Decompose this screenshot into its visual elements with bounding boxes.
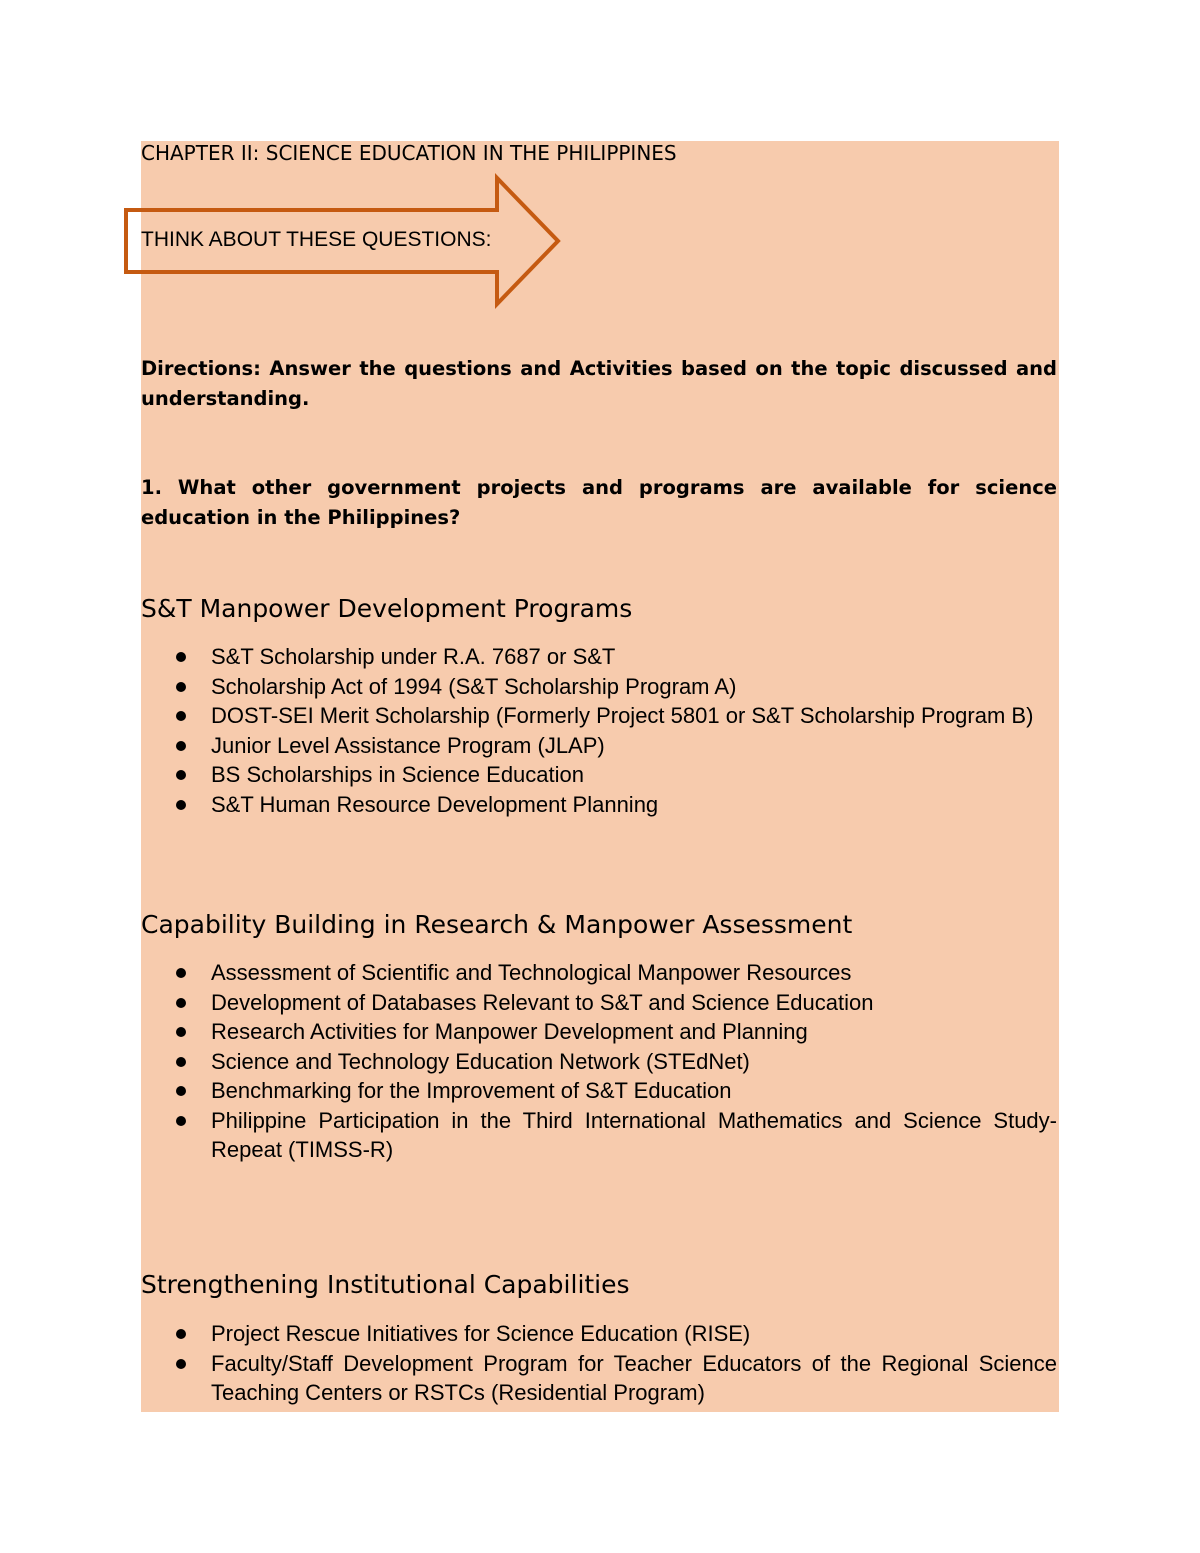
bullet-icon bbox=[176, 682, 186, 692]
bullet-icon bbox=[176, 968, 186, 978]
list-item: Benchmarking for the Improvement of S&T Education bbox=[141, 1076, 1057, 1106]
bullet-icon bbox=[176, 770, 186, 780]
bullet-list-capability bbox=[141, 958, 1057, 1165]
callout-label: THINK ABOUT THESE QUESTIONS: bbox=[141, 228, 492, 251]
bullet-icon bbox=[176, 1086, 186, 1096]
section-heading-manpower: S&T Manpower Development Programs bbox=[141, 594, 633, 623]
bullet-icon bbox=[176, 1057, 186, 1067]
list-item: Project Rescue Initiatives for Science Education (RISE) bbox=[141, 1319, 1057, 1349]
list-item: Philippine Participation in the Third International Mathematics and Science Study-Repeat (TIMSS-R) bbox=[141, 1106, 1057, 1165]
list-item: Assessment of Scientific and Technological Manpower Resources bbox=[141, 958, 1057, 988]
bullet-icon bbox=[176, 741, 186, 751]
bullet-icon bbox=[176, 711, 186, 721]
list-item: S&T Human Resource Development Planning bbox=[141, 790, 1057, 820]
bullet-icon bbox=[176, 800, 186, 810]
list-item: Junior Level Assistance Program (JLAP) bbox=[141, 731, 1057, 761]
list-item: Faculty/Staff Development Program for Teacher Educators of the Regional Science Teaching Centers or RSTCs (Residential Program) bbox=[141, 1349, 1057, 1408]
list-item: Science and Technology Education Network (STEdNet) bbox=[141, 1047, 1057, 1077]
bullet-list-manpower bbox=[141, 642, 1057, 819]
list-item: Development of Databases Relevant to S&T and Science Education bbox=[141, 988, 1057, 1018]
bullet-list-institutional bbox=[141, 1319, 1057, 1408]
bullet-icon bbox=[176, 1027, 186, 1037]
list-item: DOST-SEI Merit Scholarship (Formerly Project 5801 or S&T Scholarship Program B) bbox=[141, 701, 1057, 731]
bullet-icon bbox=[176, 1116, 186, 1126]
section-heading-capability: Capability Building in Research & Manpower Assessment bbox=[141, 910, 853, 939]
bullet-icon bbox=[176, 998, 186, 1008]
question-1: 1. What other government projects and programs are available for science education in the Philippines? bbox=[141, 476, 1057, 529]
list-item: S&T Scholarship under R.A. 7687 or S&T bbox=[141, 642, 1057, 672]
directions-text: Directions: Answer the questions and Activities based on the topic discussed and understanding. bbox=[141, 357, 1057, 410]
list-item: Research Activities for Manpower Development and Planning bbox=[141, 1017, 1057, 1047]
bullet-icon bbox=[176, 1359, 186, 1369]
section-heading-institutional: Strengthening Institutional Capabilities bbox=[141, 1270, 630, 1299]
bullet-icon bbox=[176, 1329, 186, 1339]
bullet-icon bbox=[176, 652, 186, 662]
list-item: Scholarship Act of 1994 (S&T Scholarship Program A) bbox=[141, 672, 1057, 702]
list-item: BS Scholarships in Science Education bbox=[141, 760, 1057, 790]
chapter-title: CHAPTER II: SCIENCE EDUCATION IN THE PHILIPPINES bbox=[141, 141, 677, 165]
